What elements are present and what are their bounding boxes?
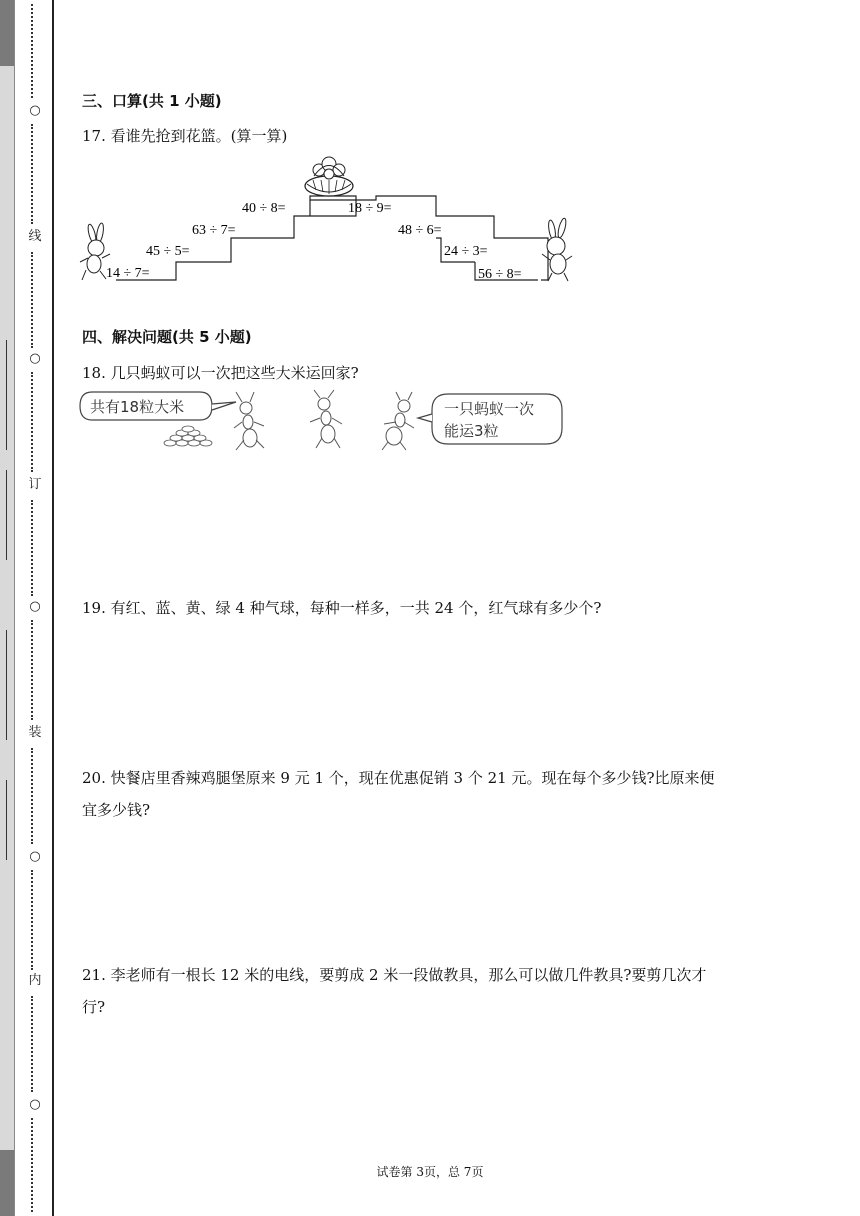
binding-margin (0, 0, 54, 1216)
ant-icon (310, 390, 342, 448)
circle-mark: ○ (29, 351, 41, 366)
binding-mark-order: 订 (28, 477, 42, 492)
inner-line (6, 780, 7, 860)
stair-left-2: 45 ÷ 5= (146, 244, 190, 259)
inner-line (6, 630, 7, 740)
circle-mark: ○ (29, 849, 41, 864)
ant-figure (78, 388, 568, 456)
dotted-line (31, 124, 39, 224)
page-footer: 试卷第 3页，总 7页 (376, 1165, 484, 1179)
binding-mark-bind: 装 (28, 725, 42, 740)
inner-line (6, 340, 7, 450)
stair-right-2: 48 ÷ 6= (398, 223, 442, 238)
circle-mark: ○ (29, 599, 41, 614)
rice-pile-icon (164, 426, 212, 446)
binding-strip-bottom (0, 1150, 15, 1216)
section-title-mental-math: 三、口算(共 1 小题) (82, 92, 222, 110)
staircase-figure (76, 150, 586, 290)
inner-line (6, 470, 7, 560)
dotted-line (31, 4, 39, 98)
stair-right-3: 24 ÷ 3= (444, 244, 488, 259)
circle-mark: ○ (29, 103, 41, 118)
binding-mark-line: 线 (28, 229, 42, 244)
bubble-right-line2: 能运3粒 (444, 422, 499, 440)
bubble-right-line1: 一只蚂蚁一次 (444, 400, 535, 418)
flower-basket-icon (305, 157, 353, 196)
dotted-line (31, 748, 39, 844)
dotted-line (31, 372, 39, 472)
binding-strip (0, 0, 15, 1216)
dotted-line (31, 870, 39, 970)
question-18: 18. 几只蚂蚁可以一次把这些大米运回家? (82, 364, 359, 382)
question-20-line2: 宜多少钱? (82, 801, 151, 819)
ant-icon (382, 392, 414, 450)
stair-right-1: 18 ÷ 9= (348, 201, 392, 216)
bubble-left-text: 共有18粒大米 (90, 398, 185, 416)
stair-left-1: 14 ÷ 7= (106, 266, 150, 281)
dotted-line (31, 500, 39, 596)
binding-mark-inner: 内 (28, 973, 42, 988)
dotted-line (31, 252, 39, 348)
stair-left-3: 63 ÷ 7= (192, 223, 236, 238)
rabbit-right-icon (542, 218, 572, 281)
question-21-line2: 行? (82, 998, 106, 1016)
section-title-problem-solving: 四、解决问题(共 5 小题) (82, 328, 252, 346)
dotted-line (31, 620, 39, 720)
ant-icon (234, 392, 264, 450)
binding-rule (52, 0, 54, 1216)
question-20-line1: 20. 快餐店里香辣鸡腿堡原来 9 元 1 个，现在优惠促销 3 个 21 元。现在每个多少钱?比原来便 (82, 769, 715, 787)
stair-left-4: 40 ÷ 8= (242, 201, 286, 216)
question-19: 19. 有红、蓝、黄、绿 4 种气球，每种一样多，一共 24 个，红气球有多少个? (82, 599, 602, 617)
stair-right-4: 56 ÷ 8= (478, 267, 522, 282)
dotted-line (31, 996, 39, 1092)
question-21-line1: 21. 李老师有一根长 12 米的电线，要剪成 2 米一段做教具，那么可以做几件教具?要剪几次才 (82, 966, 707, 984)
binding-strip-top (0, 0, 15, 66)
circle-mark: ○ (29, 1097, 41, 1112)
question-17: 17. 看谁先抢到花篮。(算一算) (82, 127, 288, 145)
